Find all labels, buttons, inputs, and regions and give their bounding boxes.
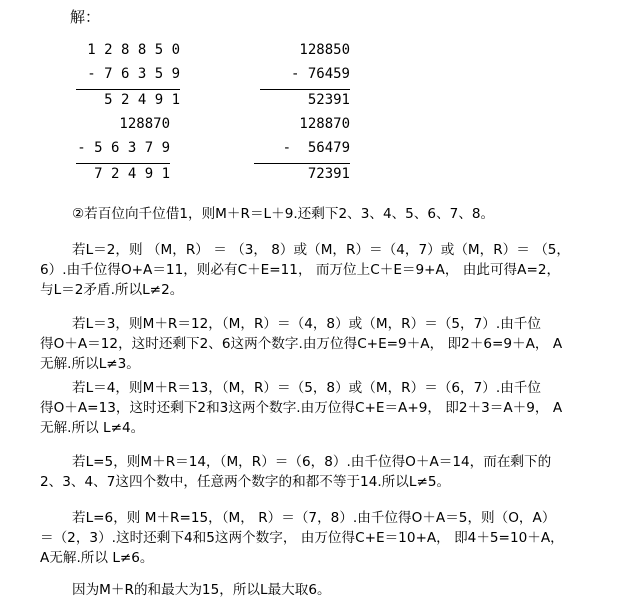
text-line: 因为M＋R的和最大为15，所以L最大取6。 (72, 582, 331, 598)
minuend: 1 2 8 8 5 0 (87, 42, 180, 58)
text-line: 若L＝4，则M＋R＝13，（M，R）＝（5，8）或（M，R）＝（6，7）.由千位 (72, 380, 541, 396)
paragraph-case-l5 (40, 452, 600, 492)
result-line (254, 163, 350, 164)
difference: 5 2 4 9 1 (104, 92, 180, 108)
minuend: 128870 (299, 116, 350, 132)
paragraph-conclusion (40, 580, 600, 600)
paragraph-case-l6 (40, 508, 600, 568)
text-line: 2、3、4、7这四个数中，任意两个数字的和都不等于14.所以L≠5。 (40, 474, 451, 490)
subtraction-4 (250, 116, 350, 186)
subtraction-2 (250, 42, 350, 112)
subtrahend: - 76459 (290, 66, 350, 82)
solution-heading: 解： (70, 8, 101, 26)
text-line: ＝（2，3）.这时还剩下4和5这两个数字， 由万位得C+E＝10+A， 即4＋5=10＋A， (40, 530, 564, 546)
difference: 52391 (307, 92, 350, 108)
minuend: 128870 (119, 116, 170, 132)
result-line (76, 163, 170, 164)
paragraph-case-l4 (40, 378, 600, 438)
paragraph-case-l2 (40, 240, 600, 300)
text-line: 得O＋A＝12，这时还剩下2、6这两个数字.由万位得C+E=9＋A， 即2＋6=9＋A， A (40, 336, 563, 352)
text-line: 与L＝2矛盾.所以L≠2。 (40, 282, 184, 298)
subtraction-3 (70, 116, 170, 186)
text-line: 若L=6，则 M＋R=15，（M， R）＝（7，8）.由千位得O＋A＝5，则（O，A） (72, 510, 556, 526)
subtrahend: - 7 6 3 5 9 (87, 66, 180, 82)
subtraction-1 (70, 42, 180, 112)
text-line: 无解.所以L≠3。 (40, 356, 140, 372)
text-line: 得O＋A=13，这时还剩下2和3这两个数字.由万位得C+E＝A+9， 即2＋3＝A＋9， A (40, 400, 563, 416)
text-line: 若L＝3，则M＋R＝12，（M，R）＝（4，8）或（M，R）＝（5，7）.由千位 (72, 316, 541, 332)
text-line: 若L=5，则M＋R＝14，（M，R）＝（6，8）.由千位得O＋A＝14，而在剩下的 (72, 454, 552, 470)
minuend: 128850 (299, 42, 350, 58)
difference: 7 2 4 9 1 (94, 166, 170, 182)
result-line (260, 89, 350, 90)
text-line: 6）.由千位得O+A＝11，则必有C＋E=11， 而万位上C＋E＝9+A， 由此可得A=2， (40, 262, 561, 278)
subtrahend: - 5 6 3 7 9 (77, 140, 170, 156)
text-line: 无解.所以 L≠4。 (40, 420, 145, 436)
subtrahend: - 56479 (282, 140, 350, 156)
text-line: A无解.所以 L≠6。 (40, 550, 154, 566)
paragraph-case-borrow (72, 204, 618, 224)
text-line: 若L＝2，则 （M，R） ＝ （3， 8）或（M，R）＝（4，7）或（M，R）＝ （5， (72, 242, 571, 258)
result-line (76, 89, 180, 90)
difference: 72391 (307, 166, 350, 182)
text-line: ②若百位向千位借1，则M＋R＝L＋9.还剩下2、3、4、5、6、7、8。 (72, 206, 495, 222)
paragraph-case-l3 (40, 314, 600, 374)
